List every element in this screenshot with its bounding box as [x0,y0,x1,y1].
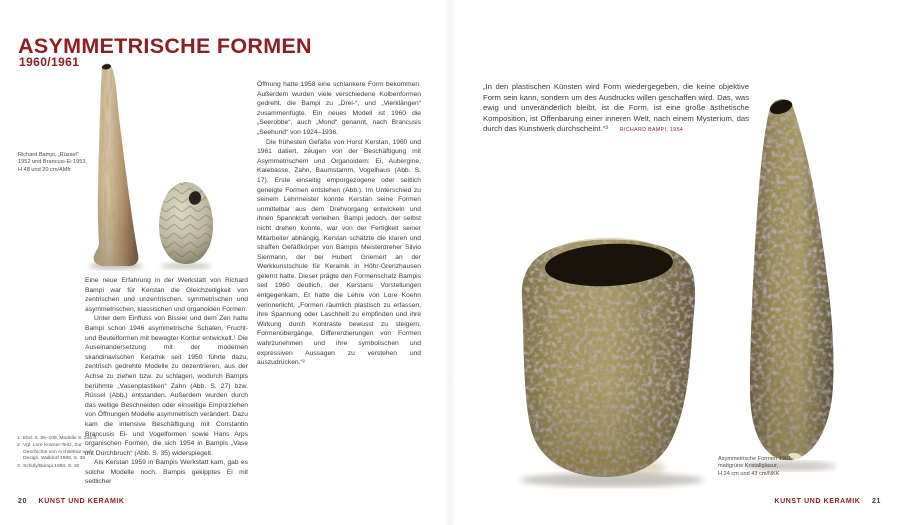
footnote-number: 2 [17,443,20,449]
footnote-item [17,436,101,442]
footnote-text: Vgl. Lore Kramer-Teitz, Zur Geschichte von Architektur und Design, Walldorf 1998, S. 36 [23,443,91,462]
caption-line: H 48 und 20 cm/AMfr [18,166,71,173]
paragraph: Unter dem Einfluss von Bissier und dem Zen hatte Bampi schon 1946 asymmetrische Schalen, Frucht- und Beutelformen mit bewegter Kontur entwickelt.¹ Die Auseinandersetzung mit der modernen skandinavischen Keramik seit 1950 führte dazu, zentrisch gedrehte Modelle zu dezentrieren, aus der Achse zu ziehen bzw. zu schlagen, wodurch Bampis berühmte „Vasenplastiken“ Zahn (Abb. S. 27) bzw. Rüssel (Abb.) entstanden. Außerdem wurden durch das wellige Beschneiden oder einseitige Emporziehen von Öffnungen Modelle asymmetrisch verändert. Dazu kam die intensive Beschäftigung mit Constantin Brancusis Ei- und Vogelformen sowie Hans Arps organischen Formen, die sich 1954 in Bampis „Vase mit Durchbruch“ (Abb. S. 35) widerspiegelt. [85,315,248,457]
left-page-footer [18,498,125,505]
tall-vase-photo [740,94,840,476]
left-photo-caption [18,152,108,174]
page-title: ASYMMETRISCHE FORMEN [18,34,312,59]
running-title: KUNST UND KERAMIK [38,498,125,505]
page-number: 20 [18,498,27,505]
footnote-text: Ebd. S. 95–105, Modelle S. 346 ff. [23,436,98,441]
paragraph: Als Kerstan 1959 in Bampis Werkstatt kam, gab es solche Modelle noch. Bampis gekipptes Ei mit seitlicher [85,459,248,486]
quote-attribution: RICHARD BAMPI, 1954 [619,127,684,133]
footnotes [17,436,101,471]
caption-line: mattgrüne Kristallglasur, [718,463,779,470]
footnote-text: Schüly/Bampi 1993, S. 30 [23,463,80,469]
page-subtitle: 1960/1961 [19,55,80,69]
footnote-item [17,464,101,470]
footnote-item [17,443,101,462]
running-title: KUNST UND KERAMIK [774,498,861,505]
page-gutter [444,0,456,525]
footnote-number: 1 [17,436,20,441]
left-page-column-2 [257,80,421,368]
caption-line: 1952 und Brancusi-Ei 1953, [18,159,88,166]
squat-pot-photo [512,228,710,494]
quote-text: „In den plastischen Künsten wird Form wiedergegeben, die keine objektive Form sein kann, sondern um des Ausdrucks willen geschaffen wird. Das, was ewig und unveränderlich bleibt, ist die Form, ist eine große ästhetische Komposition, ist Offenbarung einer inneren Welt, nach einem Mysterium, das durch das Kunstwerk durchscheint.“³ [483,82,749,133]
paragraph: Die frühesten Gefäße von Horst Kerstan, 1960 und 1961 datiert, zeugen von der Beschäftigung mit Asymmetrischem und Organoidem: Ei, Aubergine, Kalebasse, Zahn, Baumstamm, Vogelhaus (Abb. S. 17). Erste einseitig emporgezogene oder seitlich geneigte Formen entstehen (Abb.). Im Unterschied zu seinem Lehrmeister konnte Kerstan seine Formen unmittelbar aus dem Drehvorgang entwickeln und ihnen Spannkraft verleihen. Bampi jedoch, der selbst nicht drehen konnte, war von der Fertigkeit seiner Mitarbeiter abhängig. Kerstan schätzte die klaren und straffen Gefäßkörper von Bampis Meisterdreher Silvio Siermann, der bei Hubert Griemert an der Werkkunstschule für Keramik in Höhr-Grenzhausen gelernt hatte. Dieser prägte den Formenschatz Bampis seit 1960 deutlich, der Kerstans Vorstellungen entgegenkam. Er hatte die Lehre von Lore Koehn verinnerlicht, „Formen räumlich plastisch zu erfassen, ihre Spannung oder Laschheit zu empfinden und ihre Wirkung durch Kontraste bewusst zu steigern, Formenübergänge, Differenzierungen von Formen wahrzunehmen und ihre symbolischen und expressiven Aussagen zu verstehen und auszudrücken.“² [257,138,421,367]
paragraph: Öffnung hatte 1958 eine schlankere Form bekommen. Außerdem wurden viele verschiedene Kolbenformen gedreht, die Bampi zu „Drei-“, und „Vierklängen“ zusammenfügte. Ein neues Modell ist 1960 die „Seerobbe“, auch „Mond“ genannt, nach Brancusis „Seehund“ von 1924–1936. [257,81,421,136]
left-page-column-1 [85,276,248,487]
paragraph: Eine neue Erfahrung in der Werkstatt von Richard Bampi war für Kerstan die Gleichzeitigkeit von zentrischen und unzentrischen, symmetrischen und asymmetrischen, klassischen und organoiden Formen. [85,277,248,313]
brancusi-egg-photo [150,176,222,272]
caption-line: Asymmetrische Formen 1961, [718,456,793,462]
page-number: 21 [872,498,881,505]
right-photo-caption [718,456,838,478]
caption-line: Richard Bampi, „Rüssel“ [18,152,79,158]
pull-quote [483,82,749,136]
right-page-footer [774,498,881,505]
footnote-number: 3 [17,463,20,469]
caption-line: H 24 cm und 43 cm/NKK [718,470,780,477]
